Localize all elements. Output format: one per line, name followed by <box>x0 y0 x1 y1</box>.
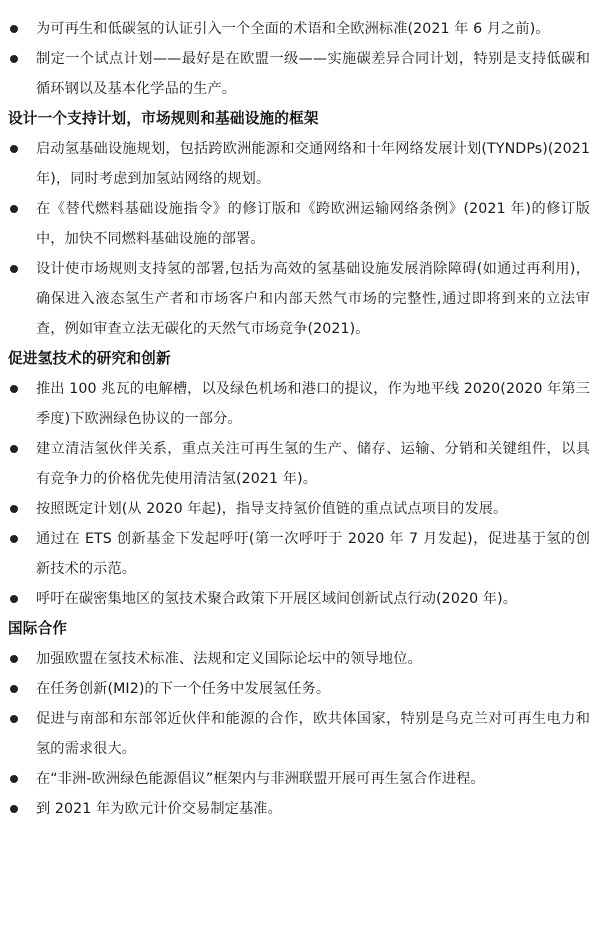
bullet-icon <box>10 25 18 33</box>
section-heading: 设计一个支持计划，市场规则和基础设施的框架 <box>8 110 319 127</box>
list-item: 设计使市场规则支持氢的部署,包括为高效的氢基础设施发展消除障碍(如通过再利用)，确保进入液态氢生产者和市场客户和内部天然气市场的完整性,通过即将到来的立法审查，例如审查立法无碳化的天然气市场竞争(2021)。 <box>8 254 590 344</box>
bullet-icon <box>10 595 18 603</box>
bullet-icon <box>10 445 18 453</box>
section-research <box>8 344 590 614</box>
list-item: 通过在 ETS 创新基金下发起呼吁(第一次呼吁于 2020 年 7 月发起)，促进基于氢的创新技术的示范。 <box>8 524 590 584</box>
section-heading: 促进氢技术的研究和创新 <box>8 350 171 367</box>
bullet-icon <box>10 265 18 273</box>
bullet-icon <box>10 655 18 663</box>
bullet-icon <box>10 535 18 543</box>
section-international <box>8 614 590 824</box>
bullet-icon <box>10 55 18 63</box>
list-item: 在《替代燃料基础设施指令》的修订版和《跨欧洲运输网络条例》(2021 年)的修订版中，加快不同燃料基础设施的部署。 <box>8 194 590 254</box>
bullet-icon <box>10 805 18 813</box>
list-item: 按照既定计划(从 2020 年起)，指导支持氢价值链的重点试点项目的发展。 <box>8 494 590 524</box>
list-item: 在任务创新(MI2)的下一个任务中发展氢任务。 <box>8 674 590 704</box>
list-item: 为可再生和低碳氢的认证引入一个全面的术语和全欧洲标准(2021 年 6 月之前)。 <box>8 14 590 44</box>
bullet-icon <box>10 205 18 213</box>
list-item: 建立清洁氢伙伴关系，重点关注可再生氢的生产、储存、运输、分销和关键组件，以具有竞争力的价格优先使用清洁氢(2021 年)。 <box>8 434 590 494</box>
section-heading: 国际合作 <box>8 620 68 637</box>
bullet-icon <box>10 505 18 513</box>
list-item: 制定一个试点计划——最好是在欧盟一级——实施碳差异合同计划，特别是支持低碳和循环钢以及基本化学品的生产。 <box>8 44 590 104</box>
list-item: 启动氢基础设施规划，包括跨欧洲能源和交通网络和十年网络发展计划(TYNDPs)(2021 年)，同时考虑到加氢站网络的规划。 <box>8 134 590 194</box>
section-framework <box>8 104 590 344</box>
list-item: 推出 100 兆瓦的电解槽，以及绿色机场和港口的提议，作为地平线 2020(2020 年第三季度)下欧洲绿色协议的一部分。 <box>8 374 590 434</box>
bullet-icon <box>10 145 18 153</box>
list-item: 促进与南部和东部邻近伙伴和能源的合作，欧共体国家，特别是乌克兰对可再生电力和氢的需求很大。 <box>8 704 590 764</box>
list-item: 到 2021 年为欧元计价交易制定基准。 <box>8 794 590 824</box>
bullet-icon <box>10 685 18 693</box>
list-item: 加强欧盟在氢技术标准、法规和定义国际论坛中的领导地位。 <box>8 644 590 674</box>
list-item: 呼吁在碳密集地区的氢技术聚合政策下开展区域间创新试点行动(2020 年)。 <box>8 584 590 614</box>
bullet-icon <box>10 775 18 783</box>
bullet-icon <box>10 715 18 723</box>
list-item: 在“非洲-欧洲绿色能源倡议”框架内与非洲联盟开展可再生氢合作进程。 <box>8 764 590 794</box>
section-intro <box>8 14 590 104</box>
bullet-icon <box>10 385 18 393</box>
